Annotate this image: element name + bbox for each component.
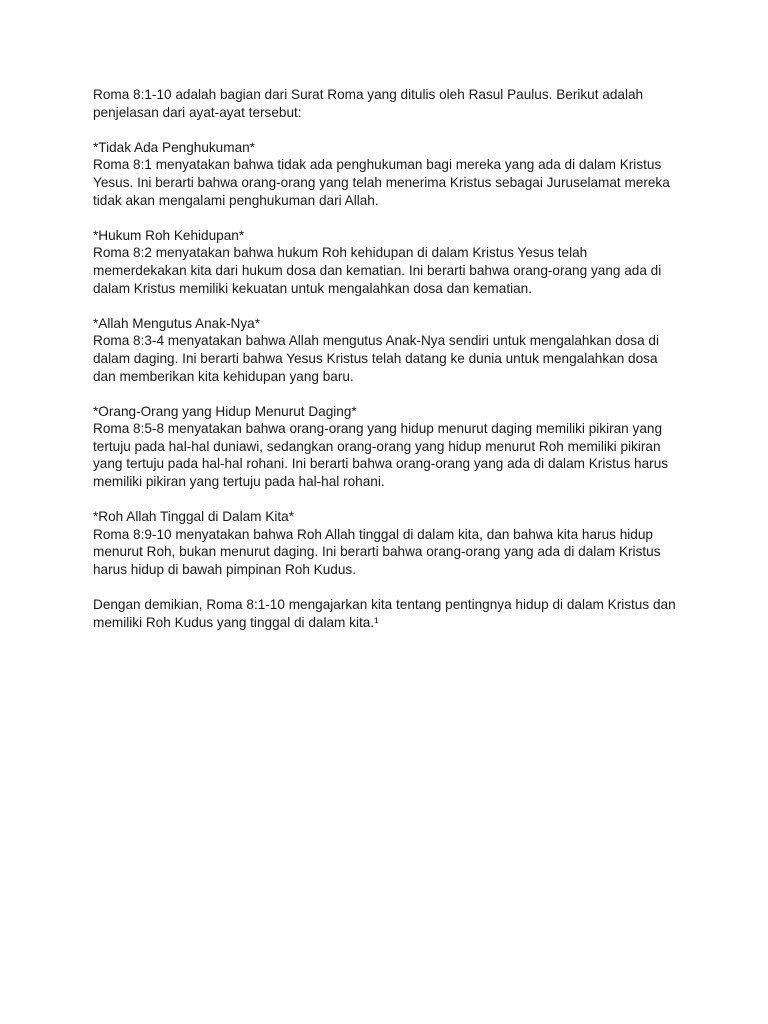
section-text: Roma 8:2 menyatakan bahwa hukum Roh kehidupan di dalam Kristus Yesus telah memerdekakan kita dari hukum dosa dan kematian. Ini berarti bahwa orang-orang yang ada di dalam Kristus memiliki kekuatan untuk mengalahkan dosa dan kematian. xyxy=(93,245,662,296)
section-text: Roma 8:5-8 menyatakan bahwa orang-orang yang hidup menurut daging memiliki pikiran yang tertuju pada hal-hal duniawi, sedangkan orang-orang yang hidup menurut Roh memiliki pikiran yang tertuju pada hal-hal rohani. Ini berarti bahwa orang-orang yang ada di dalam Kristus harus memiliki pikiran yang tertuju pada hal-hal rohani. xyxy=(93,421,669,490)
section-text: Roma 8:3-4 menyatakan bahwa Allah mengutus Anak-Nya sendiri untuk mengalahkan dosa di dalam daging. Ini berarti bahwa Yesus Kristus telah datang ke dunia untuk mengalahkan dosa dan memberikan kita kehidupan yang baru. xyxy=(93,333,659,384)
section-tidak-ada-penghukuman xyxy=(93,139,683,209)
section-hukum-roh-kehidupan xyxy=(93,227,683,297)
document-body xyxy=(93,86,683,649)
section-roh-allah-tinggal xyxy=(93,508,683,578)
section-heading: *Tidak Ada Penghukuman* xyxy=(93,139,255,155)
conclusion-paragraph: Dengan demikian, Roma 8:1-10 mengajarkan kita tentang pentingnya hidup di dalam Kristus dan memiliki Roh Kudus yang tinggal di dalam kita.¹ xyxy=(93,597,676,630)
section-heading: *Allah Mengutus Anak-Nya* xyxy=(93,315,260,331)
section-text: Roma 8:9-10 menyatakan bahwa Roh Allah tinggal di dalam kita, dan bahwa kita harus hidup menurut Roh, bukan menurut daging. Ini berarti bahwa orang-orang yang ada di dalam Kristus harus hidup di bawah pimpinan Roh Kudus. xyxy=(93,526,661,578)
section-hidup-menurut-daging xyxy=(93,403,683,491)
section-heading: *Hukum Roh Kehidupan* xyxy=(93,227,245,243)
section-allah-mengutus-anak-nya xyxy=(93,315,683,385)
section-text: Roma 8:1 menyatakan bahwa tidak ada penghukuman bagi mereka yang ada di dalam Kristus Yesus. Ini berarti bahwa orang-orang yang telah menerima Kristus sebagai Juruselamat mereka tidak akan mengalami penghukuman dari Allah. xyxy=(93,157,670,208)
section-heading: *Orang-Orang yang Hidup Menurut Daging* xyxy=(93,403,357,419)
section-heading: *Roh Allah Tinggal di Dalam Kita* xyxy=(93,509,294,525)
intro-paragraph: Roma 8:1-10 adalah bagian dari Surat Roma yang ditulis oleh Rasul Paulus. Berikut adalah penjelasan dari ayat-ayat tersebut: xyxy=(93,87,644,120)
